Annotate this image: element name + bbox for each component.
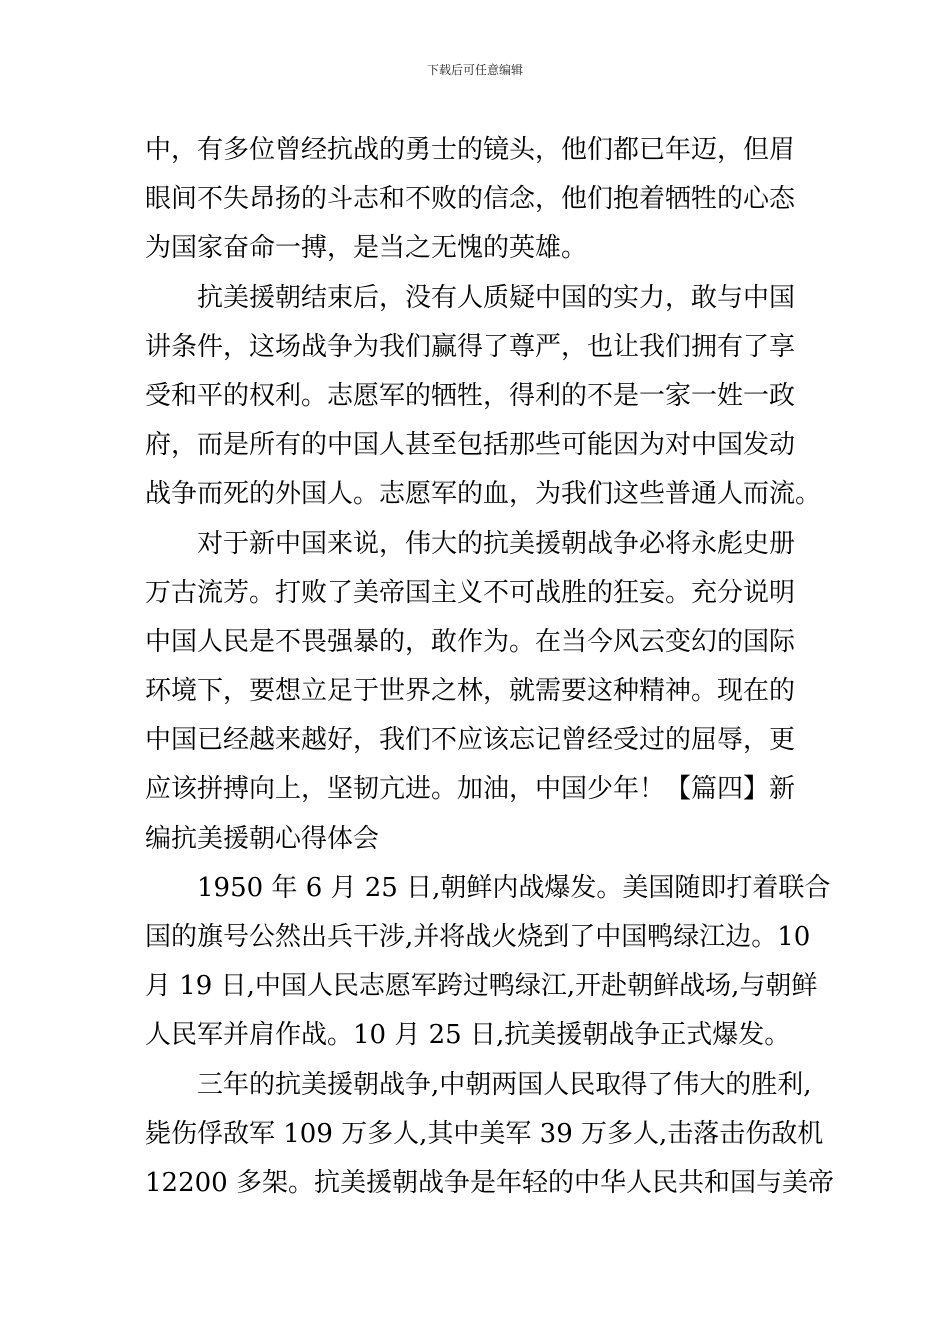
text-line: 受和平的权利。志愿军的牺牲，得利的不是一家一姓一政	[145, 380, 796, 411]
paragraph-start-line: 1950 年 6 月 25 日,朝鲜内战爆发。美国随即打着联合	[197, 872, 831, 903]
text-line: 国的旗号公然出兵干涉,并将战火烧到了中国鸭绿江边。10	[145, 922, 811, 952]
text-line: 眼间不失昂扬的斗志和不败的信念，他们抱着牺牲的心态	[145, 184, 796, 215]
text-line: 为国家奋命一搏，是当之无愧的英雄。	[145, 233, 588, 264]
paragraph-start-line: 三年的抗美援朝战争,中朝两国人民取得了伟大的胜利,	[197, 1069, 812, 1100]
text-line: 讲条件，这场战争为我们赢得了尊严，也让我们拥有了享	[145, 331, 796, 362]
text-line: 战争而死的外国人。志愿军的血，为我们这些普通人而流。	[145, 479, 822, 510]
text-line: 12200 多架。抗美援朝战争是年轻的中华人民共和国与美帝	[145, 1167, 834, 1198]
text-line: 中，有多位曾经抗战的勇士的镜头，他们都已年迈，但眉	[145, 135, 796, 165]
text-line: 毙伤俘敌军 109 万多人,其中美军 39 万多人,击落击伤敌机	[145, 1118, 824, 1149]
text-line: 府，而是所有的中国人甚至包括那些可能因为对中国发动	[145, 430, 796, 461]
text-line: 中国已经越来越好，我们不应该忘记曾经受过的屈辱，更	[145, 725, 796, 756]
text-line: 万古流芳。打败了美帝国主义不可战胜的狂妄。充分说明	[145, 577, 796, 608]
text-line: 月 19 日,中国人民志愿军跨过鸭绿江,开赴朝鲜战场,与朝鲜	[145, 971, 818, 1002]
document-body	[145, 126, 834, 1208]
text-line: 应该拼搏向上，坚韧亢进。加油，中国少年！【篇四】新	[145, 774, 796, 805]
paragraph-start-line: 对于新中国来说，伟大的抗美援朝战争必将永彪史册	[197, 528, 796, 559]
paragraph-start-line: 抗美援朝结束后，没有人质疑中国的实力，敢与中国	[197, 282, 796, 313]
text-line: 中国人民是不畏强暴的，敢作为。在当今风云变幻的国际	[145, 626, 796, 657]
page-header: 下载后可任意编辑	[426, 63, 523, 77]
text-line: 人民军并肩作战。10 月 25 日,抗美援朝战争正式爆发。	[145, 1020, 791, 1051]
text-line: 编抗美援朝心得体会	[145, 823, 380, 854]
text-line: 环境下，要想立足于世界之林，就需要这种精神。现在的	[145, 676, 796, 707]
